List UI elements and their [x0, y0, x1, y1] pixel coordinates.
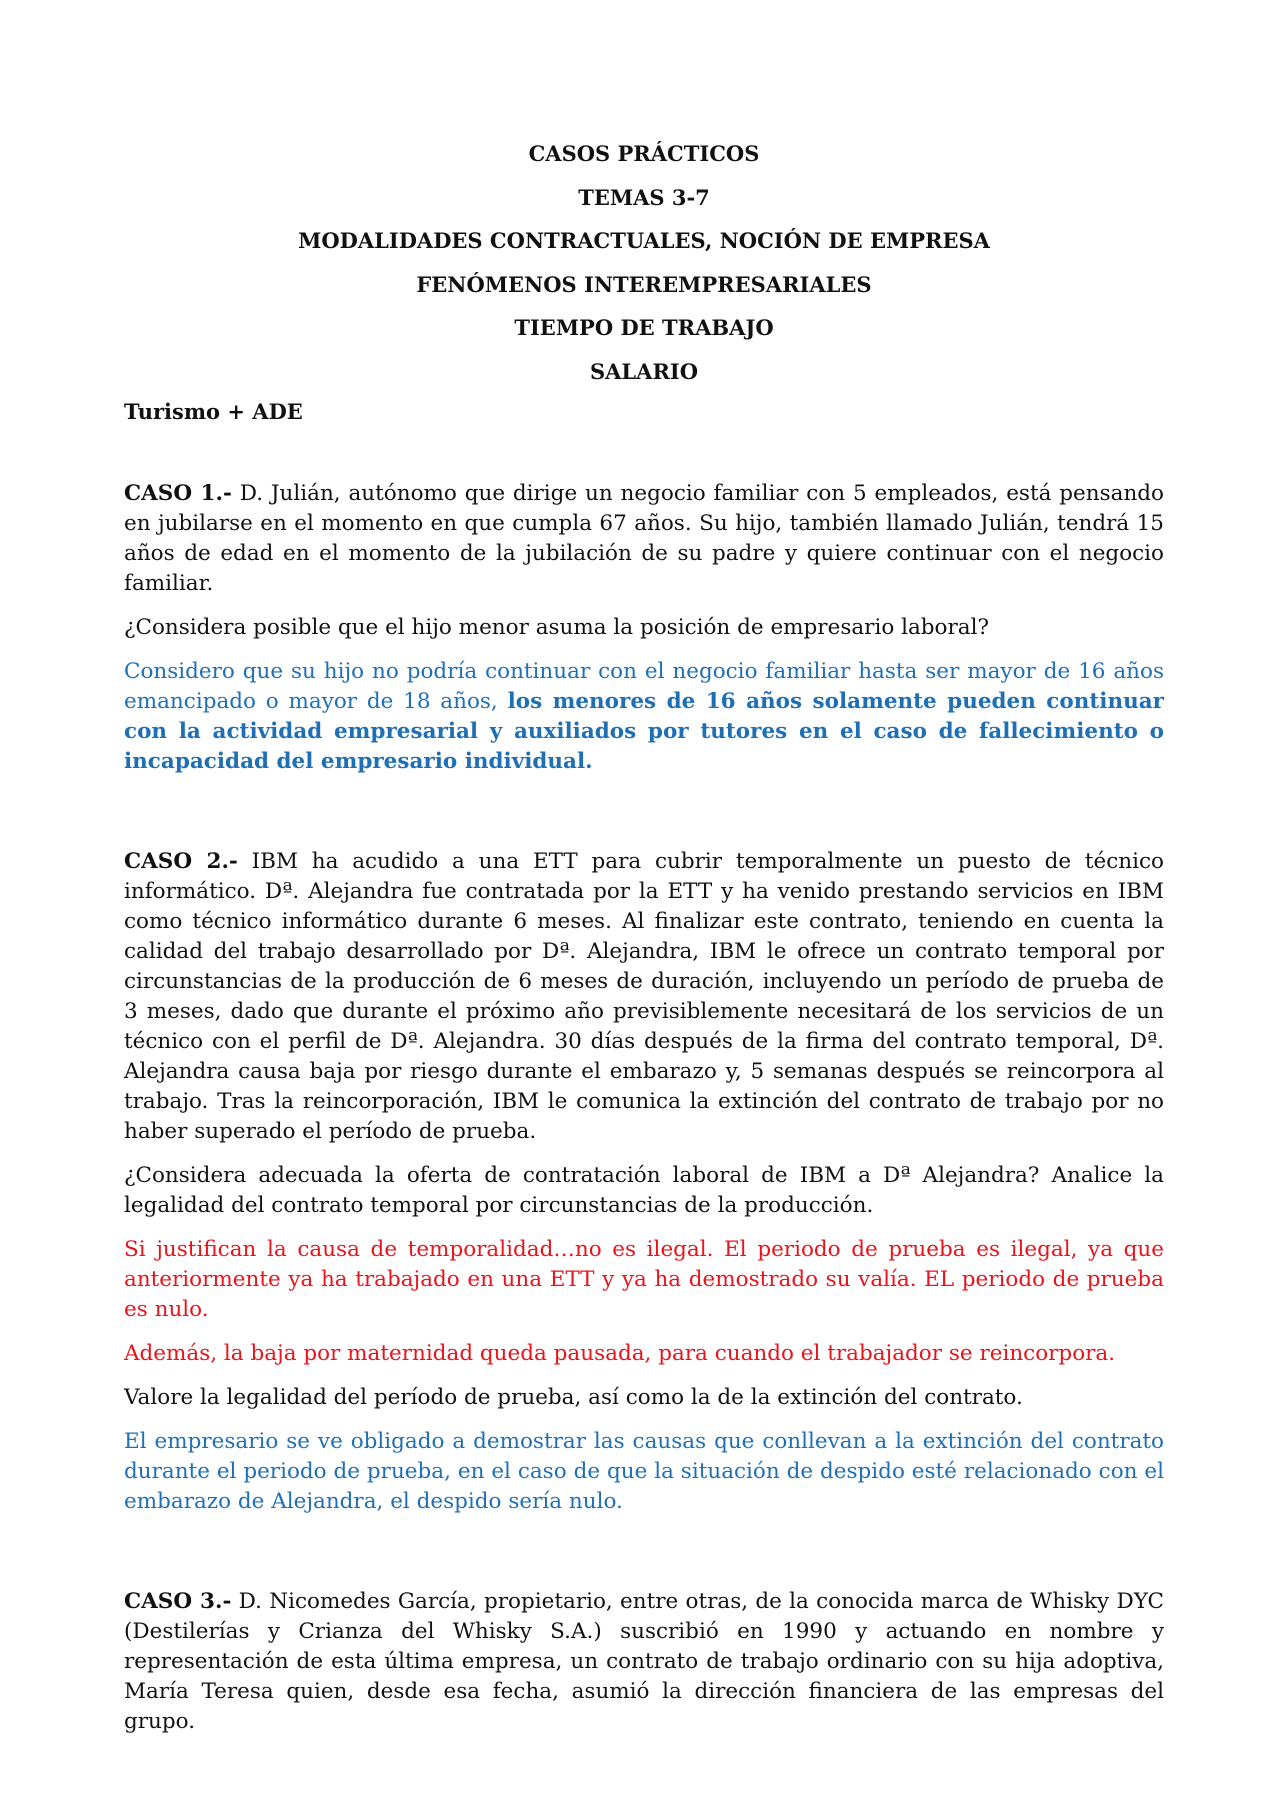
caso-1-label: CASO 1.-	[124, 481, 232, 506]
caso-3-statement	[124, 1587, 1164, 1737]
caso-1-answer	[124, 657, 1164, 777]
caso-2-answer-red-2: Además, la baja por maternidad queda pausada, para cuando el trabajador se reincorpora.	[124, 1341, 1116, 1366]
title-salario: SALARIO	[589, 358, 699, 384]
caso-2-question-1: ¿Considera adecuada la oferta de contratación laboral de IBM a Dª Alejandra? Analice la legalidad del contrato temporal por circunstancias de la producción.	[124, 1163, 1164, 1218]
title-casos-practicos: CASOS PRÁCTICOS	[528, 141, 760, 166]
caso-2-text: IBM ha acudido a una ETT para cubrir temporalmente un puesto de técnico informático. Dª. Alejandra fue contratada por la ETT y ha venido prestando servicios en IBM como técnico informático durante 6 meses. Al finalizar este contrato, teniendo en cuenta la calidad del trabajo desarrollado por Dª. Alejandra, IBM le ofrece un contrato temporal por circunstancias de la producción de 6 meses de duración, incluyendo un período de prueba de 3 meses, dado que durante el próximo año previsiblemente necesitará de los servicios de un técnico con el perfil de Dª. Alejandra. 30 días después de la firma del contrato temporal, Dª. Alejandra causa baja por riesgo durante el embarazo y, 5 semanas después se reincorpora al trabajo. Tras la reincorporación, IBM le comunica la extinción del contrato de trabajo por no haber superado el período de prueba.	[124, 849, 1164, 1144]
caso-1-statement	[124, 479, 1164, 599]
title-tiempo-trabajo: TIEMPO DE TRABAJO	[514, 315, 774, 340]
caso-1-text: D. Julián, autónomo que dirige un negocio familiar con 5 empleados, está pensando en jubilarse en el momento en que cumpla 67 años. Su hijo, también llamado Julián, tendrá 15 años de edad en el momento de la jubilación de su padre y quiere continuar con el negocio familiar.	[124, 481, 1165, 596]
caso-2-section	[124, 847, 1164, 1517]
document-page	[124, 132, 1164, 1737]
course-subtitle: Turismo + ADE	[124, 399, 303, 424]
caso-1-answer-plain: Considero que su hijo no podría continuar con el negocio familiar hasta ser mayor de 16 años emancipado o mayor de 18 años,	[124, 659, 1164, 714]
title-temas: TEMAS 3-7	[578, 184, 710, 210]
caso-1-answer-bold: los menores de 16 años solamente pueden continuar con la actividad empresarial y auxiliados por tutores en el caso de fallecimiento o incapacidad del empresario individual.	[124, 689, 1164, 774]
caso-3-section	[124, 1587, 1164, 1737]
caso-2-answer-red-1: Si justifican la causa de temporalidad…no es ilegal. El periodo de prueba es ilegal, ya que anteriormente ya ha trabajado en una ETT y ya ha demostrado su valía. EL periodo de prueba es nulo.	[124, 1237, 1164, 1322]
caso-3-label: CASO 3.-	[124, 1589, 232, 1614]
caso-1-section	[124, 479, 1164, 777]
caso-2-question-2: Valore la legalidad del período de prueba, así como la de la extinción del contrato.	[124, 1385, 1023, 1410]
caso-3-text: D. Nicomedes García, propietario, entre otras, de la conocida marca de Whisky DYC (Destilerías y Crianza del Whisky S.A.) suscribió en 1990 y actuando en nombre y representación de esta última empresa, un contrato de trabajo ordinario con su hija adoptiva, María Teresa quien, desde esa fecha, asumió la dirección financiera de las empresas del grupo.	[124, 1589, 1164, 1734]
caso-2-statement	[124, 847, 1164, 1147]
caso-2-label: CASO 2.-	[124, 849, 238, 874]
document-title-block	[124, 132, 1164, 393]
title-modalidades: MODALIDADES CONTRACTUALES, NOCIÓN DE EMPRESA	[298, 228, 990, 253]
caso-2-answer-blue: El empresario se ve obligado a demostrar las causas que conllevan a la extinción del contrato durante el periodo de prueba, en el caso de que la situación de despido esté relacionado con el embarazo de Alejandra, el despido sería nulo.	[124, 1429, 1164, 1514]
caso-1-question: ¿Considera posible que el hijo menor asuma la posición de empresario laboral?	[124, 615, 989, 640]
title-fenomenos: FENÓMENOS INTEREMPRESARIALES	[416, 271, 872, 297]
